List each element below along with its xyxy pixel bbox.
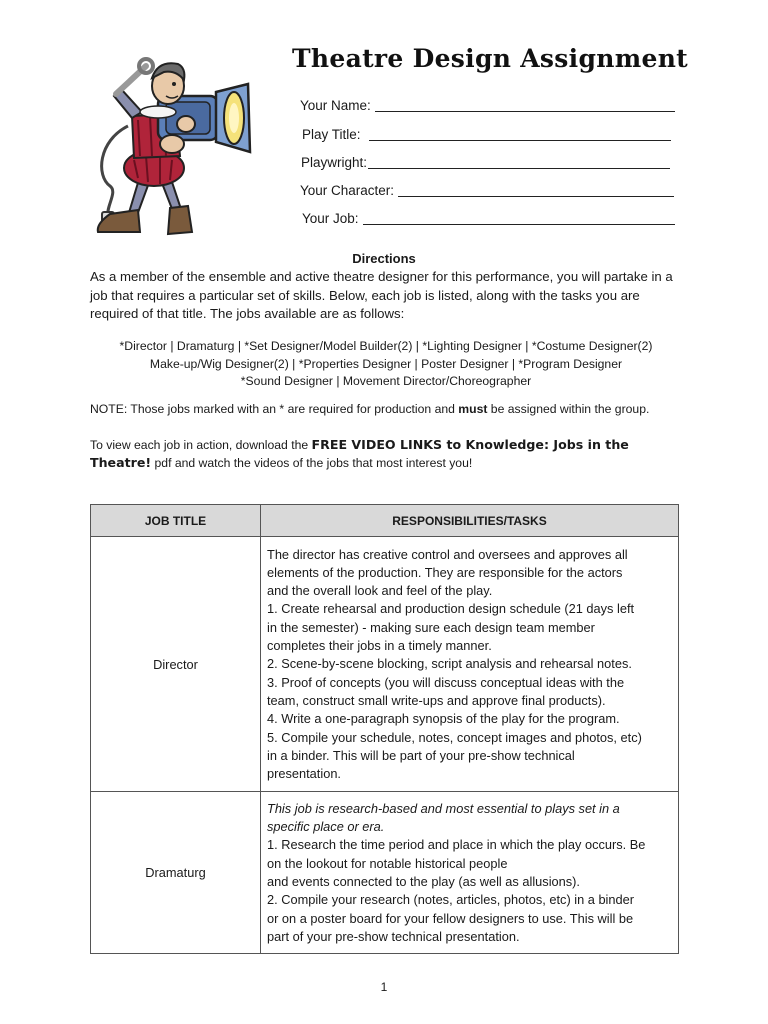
name-field-label: Your Name: (300, 98, 371, 113)
job-title-cell: Director (91, 537, 261, 792)
responsibility-line: 1. Research the time period and place in which the play occurs. Be (267, 837, 646, 853)
table-row (91, 537, 679, 792)
video-note-text-end: pdf and watch the videos of the jobs that most interest you! (151, 456, 473, 470)
responsibility-line: 2. Scene-by-scene blocking, script analysis and rehearsal notes. (267, 656, 632, 672)
responsibility-line: and the overall look and feel of the play. (267, 583, 493, 599)
table-row (91, 792, 679, 954)
video-note-text: To view each job in action, download the (90, 438, 312, 452)
note-text: NOTE: Those jobs marked with an * are required for production and (90, 402, 459, 416)
responsibility-line: in the semester) - making sure each design team member (267, 619, 595, 635)
playwright-field[interactable] (301, 154, 670, 170)
responsibility-intro-line: specific place or era. (267, 819, 385, 835)
responsibility-line: part of your pre-show technical presentation. (267, 928, 520, 944)
responsibility-intro-line: This job is research-based and most essential to plays set in a (267, 800, 620, 816)
responsibility-line: elements of the production. They are responsible for the actors (267, 564, 623, 580)
playwright-field-line[interactable] (368, 154, 670, 169)
job-title-cell: Dramaturg (91, 792, 261, 954)
jobs-list-line: *Sound Designer | Movement Director/Choreographer (240, 374, 532, 389)
character-field[interactable] (300, 182, 674, 198)
jobs-list-line: Make-up/Wig Designer(2) | *Properties Designer | Poster Designer | *Program Designer (149, 356, 623, 371)
responsibility-line: 1. Create rehearsal and production design schedule (21 days left (267, 601, 635, 617)
name-field-line[interactable] (375, 97, 675, 112)
stagehand-with-spotlight-illustration (88, 56, 260, 246)
document-title: Theatre Design Assignment (292, 44, 689, 73)
job-field-label: Your Job: (302, 211, 359, 226)
play-title-field[interactable] (302, 126, 671, 142)
responsibility-line: The director has creative control and oversees and approves all (267, 546, 628, 562)
responsibility-line: in a binder. This will be part of your pre-show technical (267, 747, 575, 763)
play-title-field-label: Play Title: (302, 127, 361, 142)
responsibility-line: team, construct small write-ups and approve final products). (267, 692, 606, 708)
jobs-list (86, 338, 686, 391)
responsibility-line: completes their jobs in a timely manner. (267, 638, 492, 654)
playwright-field-label: Playwright: (301, 155, 368, 170)
name-field[interactable] (300, 97, 675, 113)
note-emphasis: must (458, 402, 488, 416)
job-field[interactable] (302, 210, 675, 226)
responsibilities-header: RESPONSIBILITIES/TASKS (261, 505, 679, 537)
responsibility-line: 5. Compile your schedule, notes, concept images and photos, etc) (267, 729, 642, 745)
directions-intro: As a member of the ensemble and active theatre designer for this performance, you will partake in a job that requires a particular set of skills. Below, each job is listed, along with the tasks you are required of that title. The jobs available are as follows: (90, 269, 673, 321)
responsibilities-cell (261, 537, 679, 792)
responsibility-line: and events connected to the play (as well as allusions). (267, 874, 580, 889)
responsibility-line: 2. Compile your research (notes, articles, photos, etc) in a binder (267, 892, 635, 908)
page-number: 1 (380, 980, 388, 994)
responsibility-line: 3. Proof of concepts (you will discuss conceptual ideas with the (267, 674, 625, 690)
job-field-line[interactable] (363, 210, 675, 225)
character-field-label: Your Character: (300, 183, 395, 198)
note-text-end: be assigned within the group. (487, 402, 650, 416)
responsibility-line: 4. Write a one-paragraph synopsis of the play for the program. (267, 711, 620, 727)
responsibility-line: presentation. (267, 766, 341, 782)
responsibility-line: or on a poster board for your fellow designers to use. This will be (267, 910, 634, 926)
jobs-table (90, 504, 679, 954)
responsibilities-cell (261, 792, 679, 954)
directions-heading: Directions (352, 251, 416, 266)
job-title-header: JOB TITLE (91, 505, 261, 537)
required-jobs-note (90, 402, 690, 416)
video-links-note (90, 436, 690, 472)
play-title-field-line[interactable] (369, 126, 671, 141)
table-header-row (91, 505, 679, 537)
video-links-title: FREE VIDEO LINKS to Knowledge: Jobs in the Theatre! (90, 437, 629, 470)
responsibility-line: on the lookout for notable historical people (267, 855, 508, 871)
character-field-line[interactable] (398, 182, 674, 197)
jobs-list-line: *Director | Dramaturg | *Set Designer/Model Builder(2) | *Lighting Designer | *Costume Designer(2) (119, 339, 653, 353)
